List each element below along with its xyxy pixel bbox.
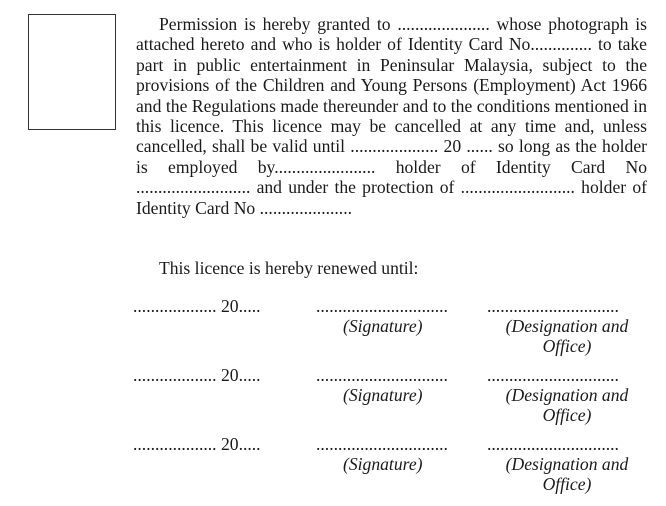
signature-label: (Signature) xyxy=(343,316,423,336)
licence-text: Permission is hereby granted to ..................... whose photograph is attached hereto and who is holder of Identity Card No.............. to take part in public entertainment in Peninsular Malaysia, subject to the provisions of the Children and Young Persons (Employment) Act 1966 and the Regulations made thereunder and to the conditions mentioned in this licence. This licence may be cancelled at any time and, unless cancelled, shall be valid until .................... 20 ...... so long as the holder is employed by....................... holder of Identity Card No .......................... and under the protection of .......................... holder of Identity Card No ..................... xyxy=(136,14,647,218)
renewal-row xyxy=(0,434,666,494)
renewal-date-field: ................... 20..... xyxy=(133,434,261,454)
designation-line: .............................. xyxy=(487,296,619,316)
renewal-row xyxy=(0,296,666,356)
renewal-row xyxy=(0,365,666,425)
renewal-date-field: ................... 20..... xyxy=(133,296,261,316)
renewal-date-field: ................... 20..... xyxy=(133,365,261,385)
designation-label: (Designation and Office) xyxy=(505,454,629,494)
signature-line: .............................. xyxy=(316,365,448,385)
signature-line: .............................. xyxy=(316,296,448,316)
signature-label: (Signature) xyxy=(343,385,423,405)
designation-label: (Designation and Office) xyxy=(505,316,629,356)
signature-line: .............................. xyxy=(316,434,448,454)
renewal-heading: This licence is hereby renewed until: xyxy=(159,258,419,278)
licence-paragraph xyxy=(136,14,647,218)
designation-line: .............................. xyxy=(487,434,619,454)
designation-label: (Designation and Office) xyxy=(505,385,629,425)
photograph-box xyxy=(28,14,116,130)
signature-label: (Signature) xyxy=(343,454,423,474)
designation-line: .............................. xyxy=(487,365,619,385)
